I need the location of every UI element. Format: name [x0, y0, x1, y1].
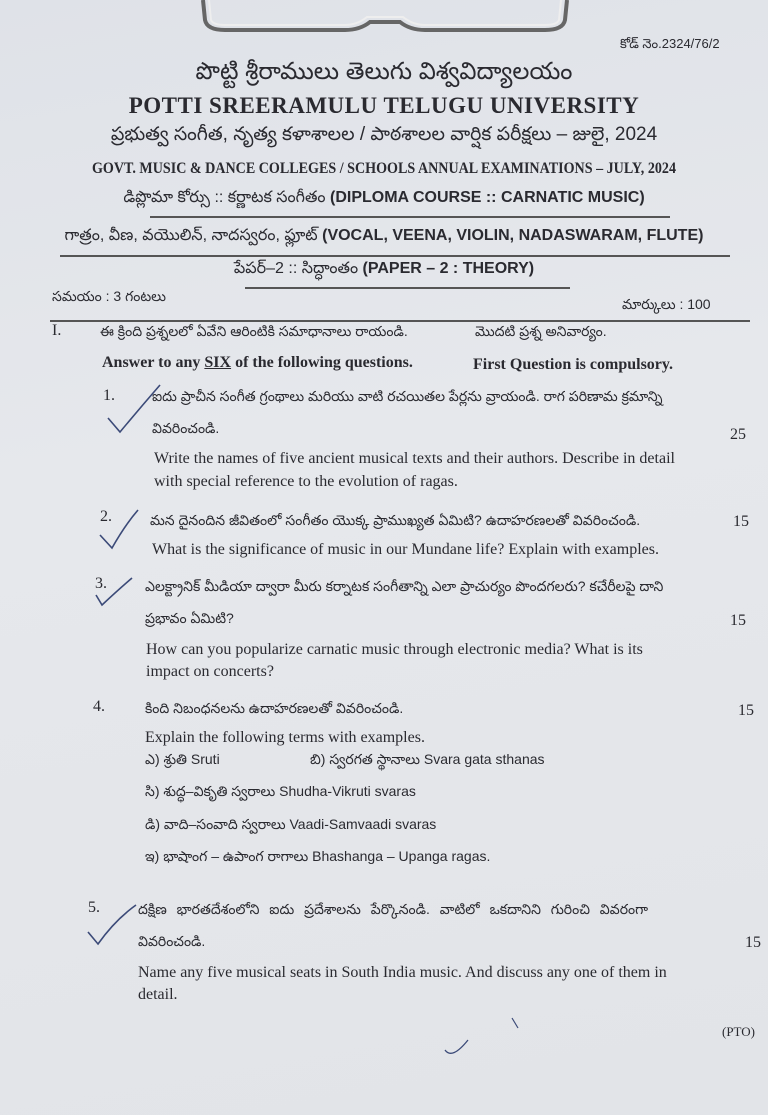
paper-line: [0, 259, 768, 281]
question-number: 3.: [95, 575, 107, 592]
question-marks: 15: [738, 702, 754, 719]
question-text-telugu: మన దైనందిన జీవితంలో సంగీతం యొక్క ప్రాముఖ్యత ఏమిటి? ఉదాహరణలతో వివరించండి.: [150, 512, 641, 528]
university-name-telugu: పొట్టి శ్రీరాములు తెలుగు విశ్వవిద్యాలయం: [195, 58, 573, 85]
question-text-telugu: ఐదు ప్రాచీన సంగీత గ్రంథాలు మరియు వాటి రచయితల పేర్లను వ్రాయండి. రాగ పరిణామ క్రమాన్ని: [152, 388, 663, 404]
compulsory-english: First Question is compulsory.: [473, 356, 674, 373]
question-text: How can you popularize carnatic music through electronic media? What is its: [146, 641, 643, 658]
subjects-telugu: గాత్రం, వీణ, వయొలిన్, నాదస్వరం, ఫ్లూట్: [64, 227, 318, 244]
exam-title-telugu: ప్రభుత్వ సంగీత, నృత్య కళాశాలల / పాఠశాలల వార్షిక పరీక్షలు – జులై, 2024: [110, 124, 658, 145]
question-text-telugu: వివరించండి.: [138, 933, 206, 949]
divider: [60, 255, 730, 257]
question-number: 1.: [103, 387, 115, 404]
compulsory-telugu: మొదటి ప్రశ్న అనివార్యం.: [475, 323, 607, 339]
term-item: డి) వాది–సంవాది స్వరాలు Vaadi-Samvaadi svaras: [145, 816, 437, 832]
instruction-english: [102, 354, 413, 372]
six-emphasis: SIX: [204, 354, 232, 371]
question-text: with special reference to the evolution of ragas.: [154, 473, 458, 490]
paper-telugu: పేపర్–2 :: సిద్ధాంతం: [233, 260, 359, 277]
question-text: Name any five musical seats in South India music. And discuss any one of them in: [138, 964, 667, 981]
instruction-text: of the following questions.: [231, 354, 413, 371]
question-number: 5.: [88, 899, 100, 916]
paper-english: (PAPER – 2 : THEORY): [362, 260, 535, 277]
question-text: What is the significance of music in our Mundane life? Explain with examples.: [152, 541, 659, 558]
question-text-telugu: ఎలక్ట్రానిక్ మీడియా ద్వారా మీరు కర్నాటక సంగీతాన్ని ఎలా ప్రాచుర్యం పొందగలరు? కచేరీలపై దాని: [145, 578, 664, 594]
eyeglasses-frame: [195, 0, 575, 40]
divider: [245, 287, 570, 289]
question-text: impact on concerts?: [146, 663, 274, 680]
subjects-line: [0, 226, 768, 248]
please-turn-over: (PTO): [722, 1024, 755, 1039]
course-line: [0, 188, 768, 210]
question-number: 4.: [93, 698, 105, 715]
pen-mark: [445, 1040, 468, 1053]
question-marks: 15: [733, 513, 749, 530]
pen-mark: [512, 1018, 518, 1028]
question-marks: 25: [730, 426, 746, 443]
question-text: Explain the following terms with examples.: [145, 729, 425, 746]
question-marks: 15: [730, 612, 746, 629]
instruction-telugu: ఈ క్రింది ప్రశ్నలలో ఏవేని ఆరింటికి సమాధానాలు రాయండి.: [100, 323, 408, 339]
question-text: Write the names of five ancient musical texts and their authors. Describe in detail: [154, 450, 675, 467]
divider: [50, 320, 750, 322]
question-text-telugu: వివరించండి.: [152, 420, 220, 436]
divider: [150, 216, 670, 218]
term-item: ఇ) భాషాంగ – ఉపాంగ రాగాలు Bhashanga – Upanga ragas.: [145, 848, 491, 864]
subjects-english: (VOCAL, VEENA, VIOLIN, NADASWARAM, FLUTE): [322, 227, 704, 244]
question-text-telugu: ప్రభావం ఏమిటి?: [145, 610, 234, 626]
section-number: I.: [52, 322, 62, 339]
max-marks: మార్కులు : 100: [622, 296, 711, 312]
term-item: ఎ) శ్రుతి Sruti: [145, 751, 220, 767]
question-marks: 15: [745, 934, 761, 951]
question-number: 2.: [100, 508, 112, 525]
course-english: (DIPLOMA COURSE :: CARNATIC MUSIC): [330, 189, 645, 206]
question-text-telugu: దక్షిణ భారతదేశంలోని ఐదు ప్రదేశాలను పేర్కొనండి. వాటిలో ఒకదానిని గురించి వివరంగా: [138, 901, 649, 917]
question-text-telugu: కింది నిబంధనలను ఉదాహరణలతో వివరించండి.: [145, 700, 404, 716]
exam-title: GOVT. MUSIC & DANCE COLLEGES / SCHOOLS ANNUAL EXAMINATIONS – JULY, 2024: [91, 160, 677, 177]
university-name: POTTI SREERAMULU TELUGU UNIVERSITY: [128, 93, 640, 118]
time-allowed: సమయం : 3 గంటలు: [52, 288, 166, 304]
term-item: బి) స్వరగత స్థానాలు Svara gata sthanas: [310, 751, 545, 767]
question-text: detail.: [138, 986, 178, 1003]
term-item: సి) శుద్ధ–వికృతి స్వరాలు Shudha-Vikruti svaras: [145, 783, 416, 799]
course-telugu: డిప్లొమా కోర్సు :: కర్ణాటక సంగీతం: [123, 189, 326, 206]
instruction-text: Answer to any: [102, 354, 205, 371]
paper-code: కోడ్ నెం.2324/76/2: [620, 36, 720, 51]
